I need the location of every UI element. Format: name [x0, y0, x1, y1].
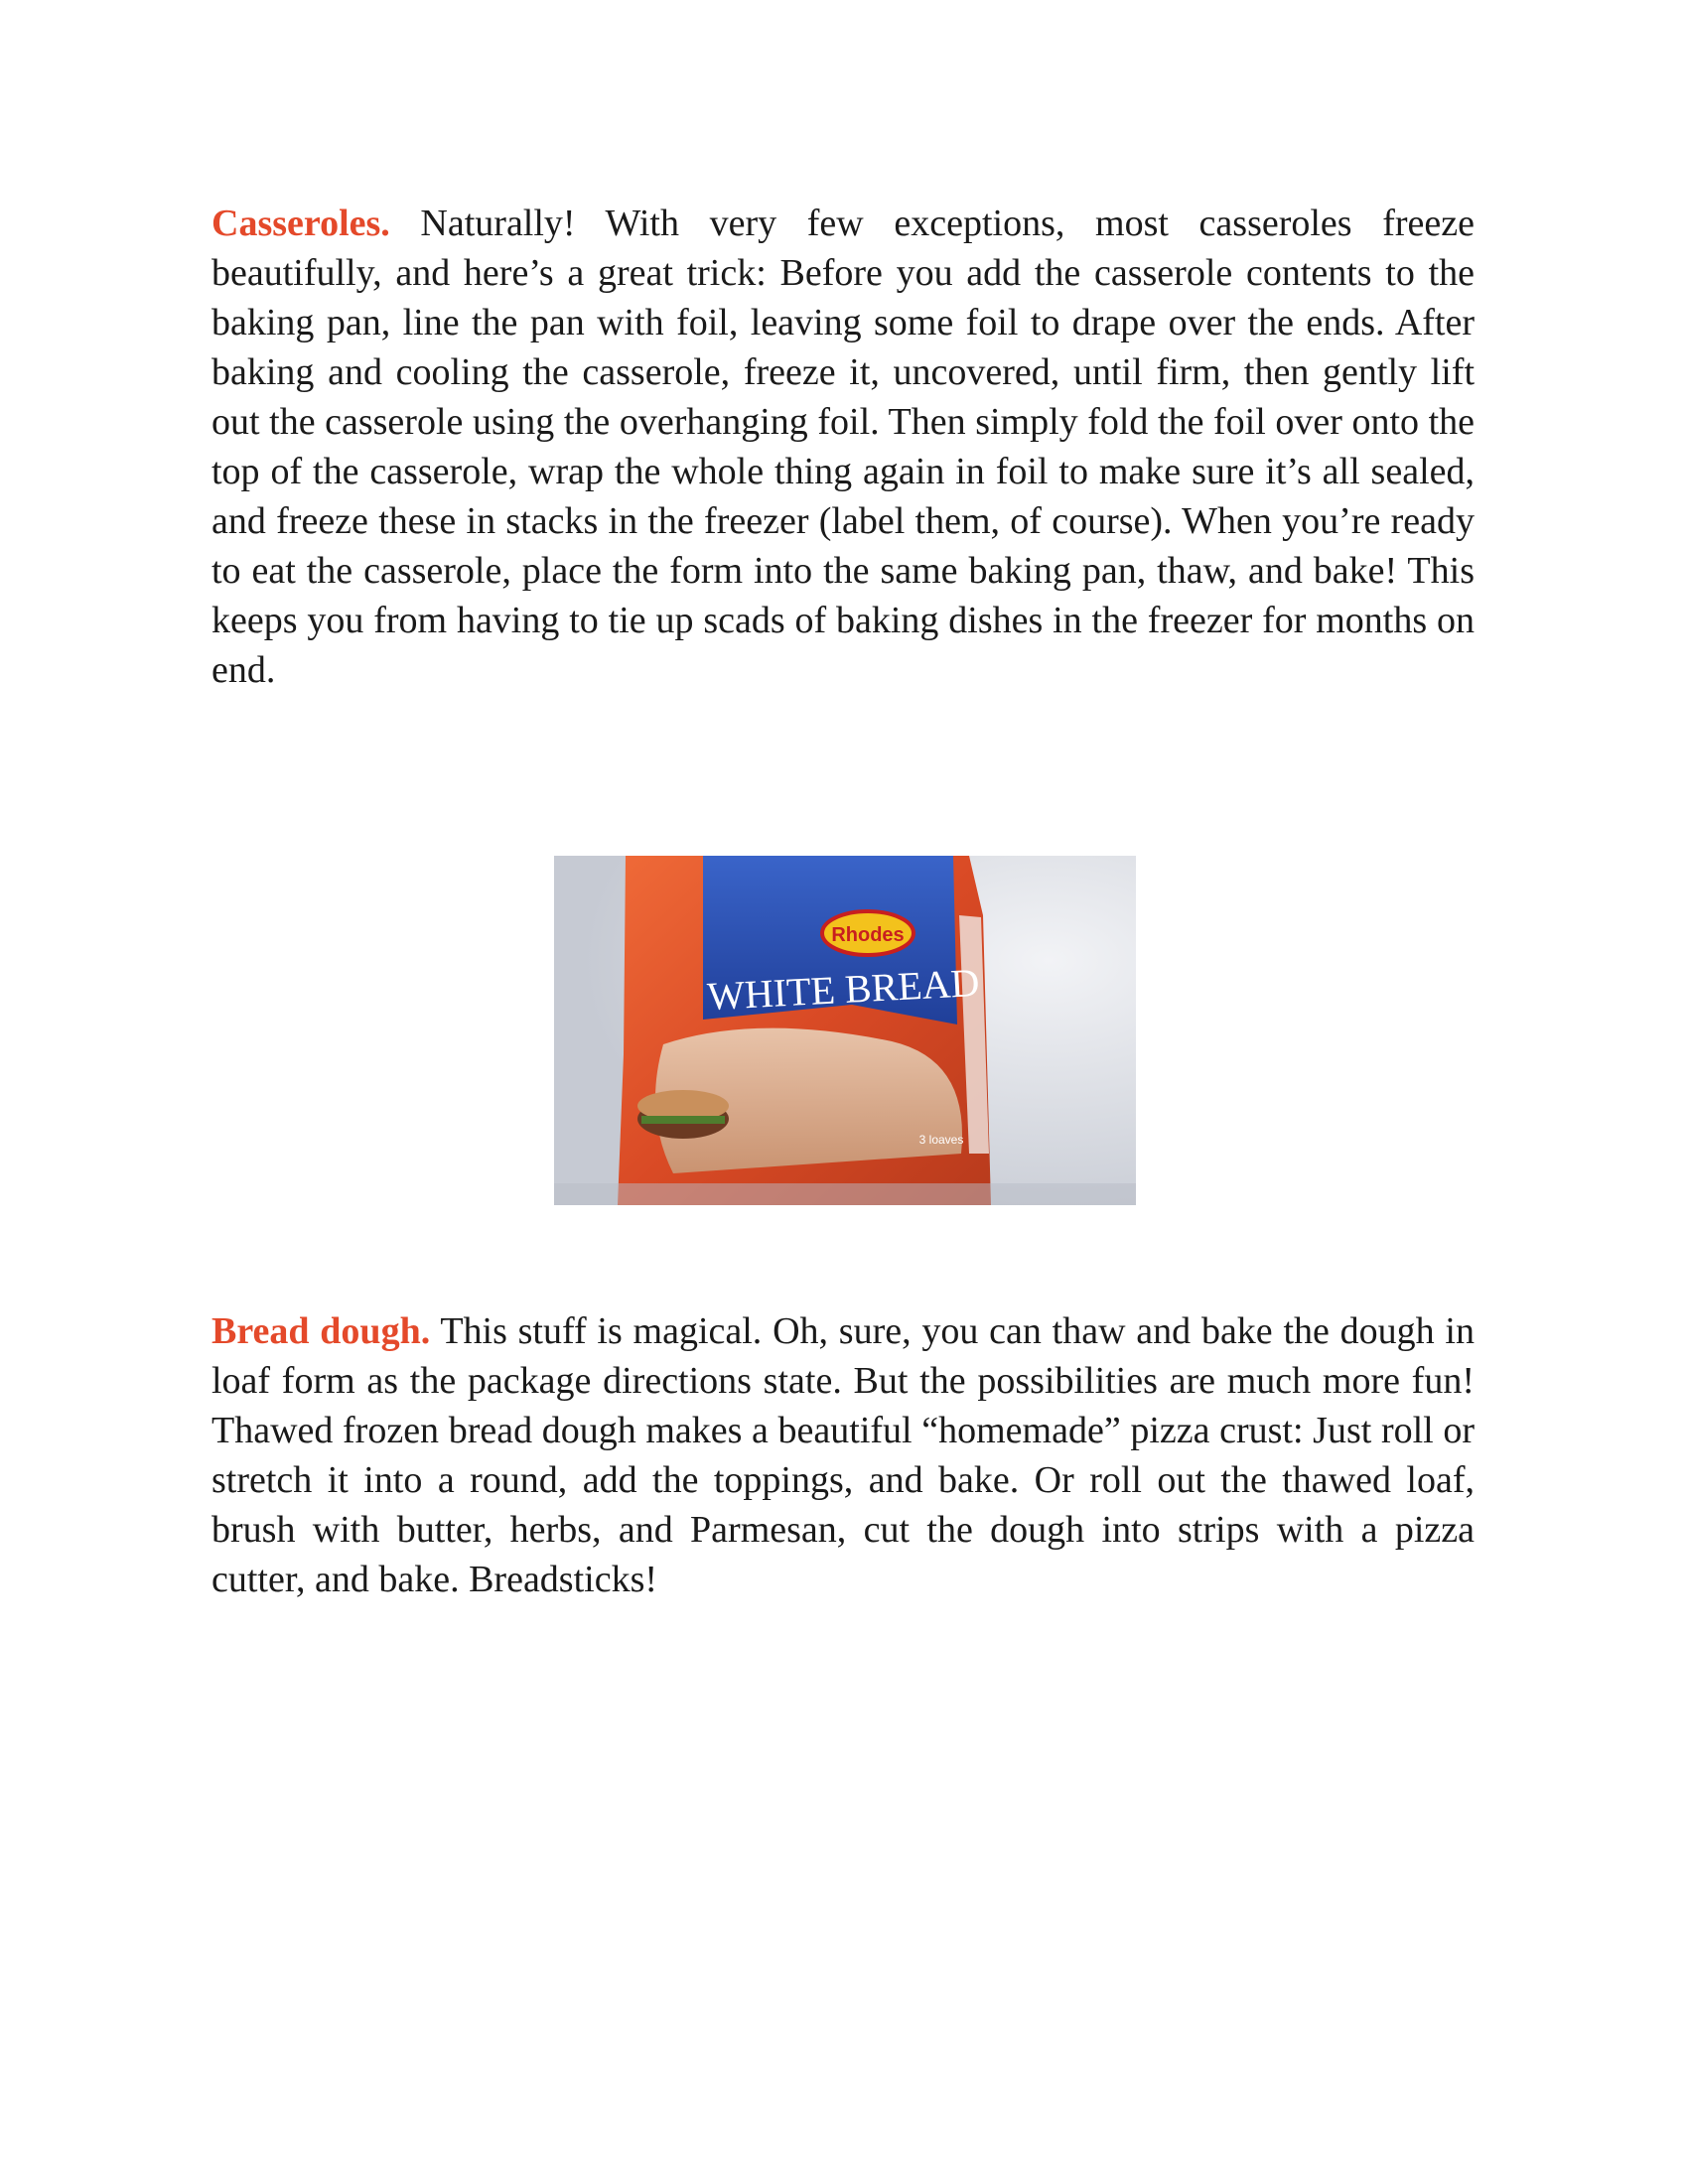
bread-dough-paragraph	[211, 1306, 1475, 1604]
casseroles-body: Naturally! With very few exceptions, most casseroles freeze beautifully, and here’s a great trick: Before you add the casserole contents to the baking pan, line the pan with foil, leaving some foil to drape over the ends. After baking and cooling the casserole, freeze it, uncovered, until firm, then gently lift out the casserole using the overhanging foil. Then simply fold the foil over onto the top of the casserole, wrap the whole thing again in foil to make sure it’s all sealed, and freeze these in stacks in the freezer (label them, of course). When you’re ready to eat the casserole, place the form into the same baking pan, thaw, and bake! This keeps you from having to tie up scads of baking dishes in the freezer for months on end.	[211, 203, 1475, 691]
product-title: WHITE BREAD	[706, 959, 981, 1020]
loaf-count-label: 3 loaves	[918, 1133, 964, 1147]
casseroles-paragraph	[211, 199, 1475, 695]
bread-bag-photo	[554, 856, 1136, 1205]
bread-dough-body: This stuff is magical. Oh, sure, you can thaw and bake the dough in loaf form as the package directions state. But the possibilities are much more fun! Thawed frozen bread dough makes a beautiful “homemade” pizza crust: Just roll or stretch it into a round, add the toppings, and bake. Or roll out the thawed loaf, brush with butter, herbs, and Parmesan, cut the dough into strips with a pizza cutter, and bake. Breadsticks!	[211, 1310, 1475, 1600]
bread-dough-heading: Bread dough.	[211, 1310, 431, 1352]
brand-logo-text: Rhodes	[831, 924, 905, 946]
casseroles-heading: Casseroles.	[211, 203, 390, 244]
